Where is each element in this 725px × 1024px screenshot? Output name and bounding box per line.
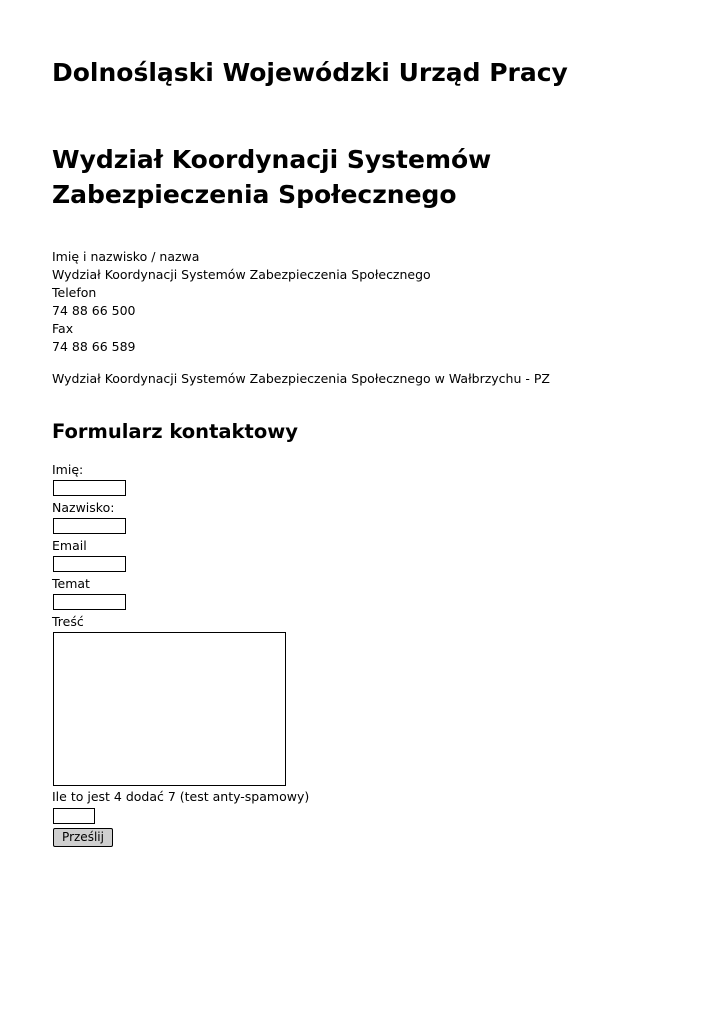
- subject-input[interactable]: [53, 594, 126, 610]
- message-textarea[interactable]: [53, 632, 286, 786]
- subject-label: Temat: [52, 576, 90, 591]
- contact-form-title: Formularz kontaktowy: [52, 420, 298, 443]
- contact-details: [52, 248, 431, 356]
- captcha-label: Ile to jest 4 dodać 7 (test anty-spamowy): [52, 789, 310, 804]
- submit-button[interactable]: Prześlij: [53, 828, 113, 847]
- department-title: Wydział Koordynacji Systemów Zabezpieczenia Społecznego: [52, 145, 492, 209]
- email-label: Email: [52, 538, 87, 553]
- last-name-input[interactable]: [53, 518, 126, 534]
- message-label: Treść: [52, 614, 84, 629]
- fax-label: Fax: [52, 321, 74, 336]
- name-label: Imię i nazwisko / nazwa: [52, 249, 200, 264]
- phone-label: Telefon: [52, 285, 97, 300]
- organization-title: Dolnośląski Wojewódzki Urząd Pracy: [52, 58, 568, 87]
- fax-value: 74 88 66 589: [52, 339, 136, 354]
- last-name-label: Nazwisko:: [52, 500, 115, 515]
- first-name-label: Imię:: [52, 462, 84, 477]
- phone-value: 74 88 66 500: [52, 303, 136, 318]
- captcha-input[interactable]: [53, 808, 95, 824]
- first-name-input[interactable]: [53, 480, 126, 496]
- email-input[interactable]: [53, 556, 126, 572]
- name-value: Wydział Koordynacji Systemów Zabezpieczenia Społecznego: [52, 267, 431, 282]
- office-location: Wydział Koordynacji Systemów Zabezpieczenia Społecznego w Wałbrzychu - PZ: [52, 371, 550, 386]
